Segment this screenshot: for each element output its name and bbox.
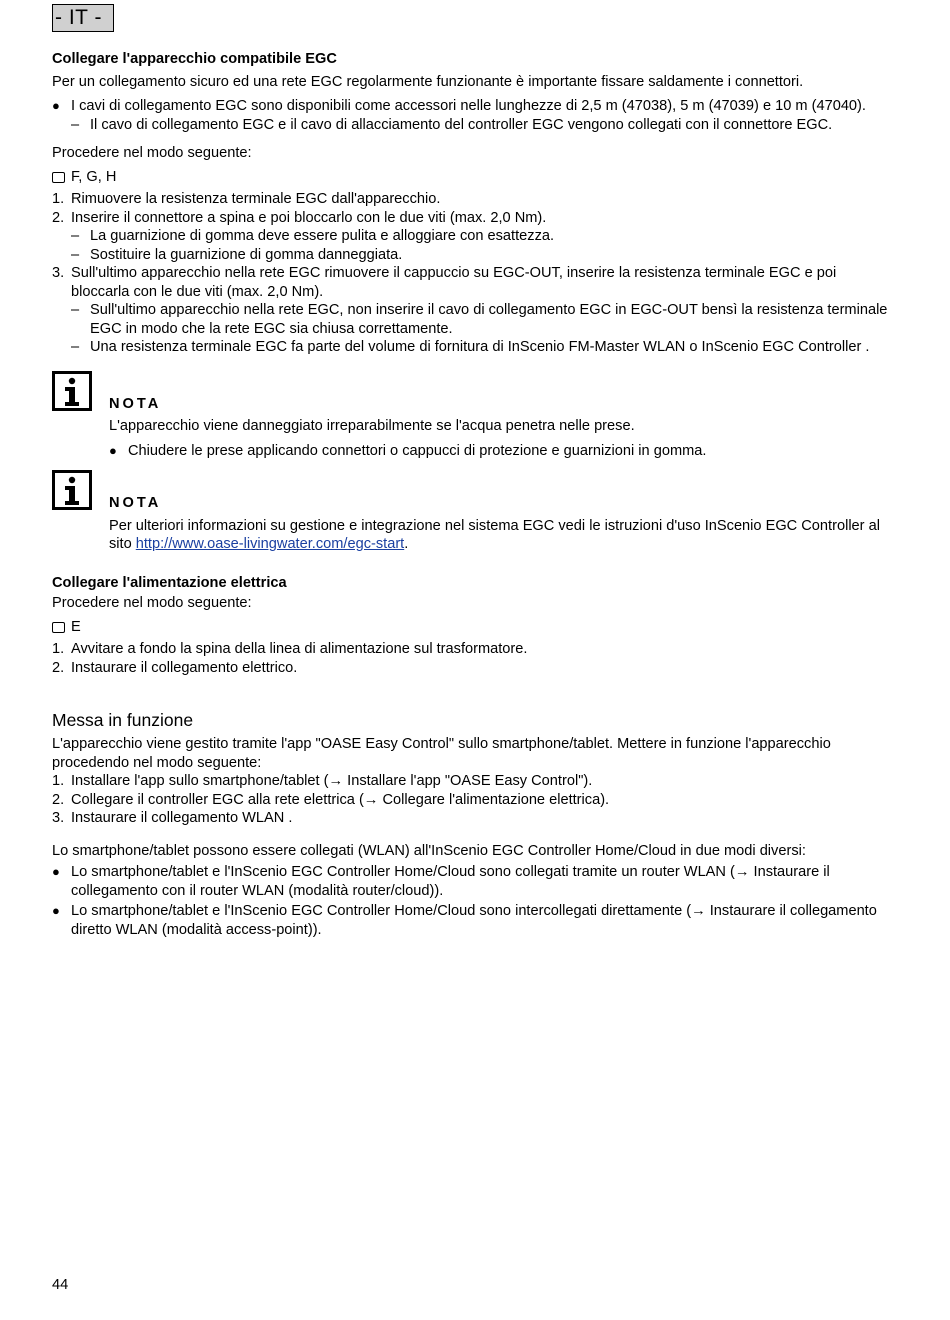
step-text: Avvitare a fondo la spina della linea di alimentazione sul trasformatore. [71, 641, 528, 657]
note-text [109, 517, 892, 554]
step-text: Instaurare il collegamento elettrico. [71, 659, 298, 676]
step-item [52, 264, 892, 301]
section-intro: Per un collegamento sicuro ed una rete EGC regolarmente funzionante è importante fissare saldamente i connettori. [52, 73, 804, 90]
page-number: 44 [52, 1277, 69, 1293]
dash-text: Sull'ultimo apparecchio nella rete EGC, non inserire il cavo di collegamento EGC in EGC-OUT bensì la resistenza terminale EGC in modo che la rete EGC sia chiusa correttamente. [90, 302, 888, 337]
step-number: 3. [52, 265, 65, 281]
egc-start-link[interactable]: http://www.oase-livingwater.com/egc-start [135, 536, 405, 552]
page-content [52, 50, 892, 939]
step-number: 3. [52, 810, 65, 826]
list-item [71, 301, 892, 338]
step-item [52, 791, 892, 810]
figure-reference [52, 168, 892, 187]
step-text: Sull'ultimo apparecchio nella rete EGC rimuovere il cappuccio su EGC-OUT, inserire la resistenza terminale EGC e poi bloccarla con le due viti (max. 2,0 Nm). [71, 265, 837, 300]
step-text: Installare l'app sullo smartphone/tablet (→ Installare l'app "OASE Easy Control"). [71, 773, 593, 789]
step-item [52, 209, 892, 228]
step-item [52, 772, 892, 791]
section-heading-egc: Collegare l'apparecchio compatibile EGC [52, 51, 337, 67]
bullet-icon: ● [52, 903, 60, 918]
step-number: 2. [52, 791, 65, 808]
list-item [52, 863, 892, 900]
language-tag: - IT - [52, 4, 114, 32]
dash-text: Sostituire la guarnizione di gomma danneggiata. [90, 246, 403, 263]
section-heading-power: Collegare l'alimentazione elettrica [52, 574, 287, 591]
note-title: NOTA [109, 395, 162, 412]
step-text: Inserire il connettore a spina e poi bloccarlo con le due viti (max. 2,0 Nm). [71, 209, 547, 226]
bullet-text: Lo smartphone/tablet e l'InScenio EGC Controller Home/Cloud sono collegati tramite un router WLAN (→ Instaurare il collegamento con il router WLAN (modalità router/cloud)). [71, 864, 830, 899]
figure-reference-label: F, G, H [71, 168, 117, 185]
step-number: 2. [52, 209, 65, 226]
dash-icon: – [71, 228, 80, 244]
bullet-icon: ● [52, 864, 60, 879]
dash-icon: – [71, 116, 80, 133]
bullet-icon: ● [109, 442, 117, 458]
step-item [52, 190, 892, 209]
list-item [71, 338, 892, 357]
bullet-text: I cavi di collegamento EGC sono disponibili come accessori nelle lunghezze di 2,5 m (47038), 5 m (47039) e 10 m (47040). [71, 98, 866, 114]
note-box [52, 371, 892, 461]
checkbox-icon [52, 622, 65, 633]
proceed-text: Procedere nel modo seguente: [52, 145, 252, 161]
proceed-text: Procedere nel modo seguente: [52, 595, 252, 611]
step-number: 1. [52, 773, 65, 789]
figure-reference [52, 618, 892, 637]
list-item [71, 227, 892, 246]
note-title: NOTA [109, 495, 162, 511]
list-item [52, 97, 892, 116]
list-item [71, 246, 892, 265]
note-text-end: . [404, 536, 409, 552]
note-text: L'apparecchio viene danneggiato irreparabilmente se l'acqua penetra nelle prese. [109, 418, 635, 434]
list-item [52, 902, 892, 939]
dash-icon: – [71, 339, 80, 355]
step-number: 1. [52, 191, 65, 207]
figure-reference-label: E [71, 618, 81, 635]
bullet-icon: ● [52, 98, 60, 113]
step-item [52, 659, 892, 678]
dash-icon: – [71, 246, 80, 263]
dash-icon: – [71, 302, 80, 318]
wlan-paragraph: Lo smartphone/tablet possono essere collegati (WLAN) all'InScenio EGC Controller Home/Cloud in due modi diversi: [52, 842, 806, 859]
list-item [109, 442, 892, 461]
section-heading-startup: Messa in funzione [52, 710, 194, 730]
step-item [52, 640, 892, 659]
note-box [52, 470, 892, 554]
info-icon [52, 470, 92, 510]
step-item [52, 809, 892, 828]
bullet-text: Chiudere le prese applicando connettori o cappucci di protezione e guarnizioni in gomma. [128, 442, 707, 459]
bullet-text: Lo smartphone/tablet e l'InScenio EGC Controller Home/Cloud sono intercollegati direttamente (→ Instaurare il collegamento diretto WLAN (modalità access-point)). [71, 903, 877, 938]
note-text-main: Per ulteriori informazioni su gestione e integrazione nel sistema EGC vedi le istruzioni d'uso InScenio EGC Controller al sito [109, 517, 880, 552]
dash-text: Una resistenza terminale EGC fa parte del volume di fornitura di InScenio FM-Master WLAN o InScenio EGC Controller . [90, 339, 870, 355]
step-text: Collegare il controller EGC alla rete elettrica (→ Collegare l'alimentazione elettrica). [71, 791, 610, 808]
info-icon [52, 371, 92, 411]
step-text: Rimuovere la resistenza terminale EGC dall'apparecchio. [71, 191, 441, 207]
step-text: Instaurare il collegamento WLAN . [71, 810, 293, 826]
section-intro: L'apparecchio viene gestito tramite l'app "OASE Easy Control" sullo smartphone/tablet. Mettere in funzione l'apparecchio procedendo nel modo seguente: [52, 736, 831, 771]
step-number: 2. [52, 659, 65, 676]
dash-text: Il cavo di collegamento EGC e il cavo di allacciamento del controller EGC vengono collegati con il connettore EGC. [90, 116, 833, 133]
checkbox-icon [52, 172, 65, 183]
step-number: 1. [52, 641, 65, 657]
list-item [71, 116, 892, 135]
dash-text: La guarnizione di gomma deve essere pulita e alloggiare con esattezza. [90, 228, 555, 244]
